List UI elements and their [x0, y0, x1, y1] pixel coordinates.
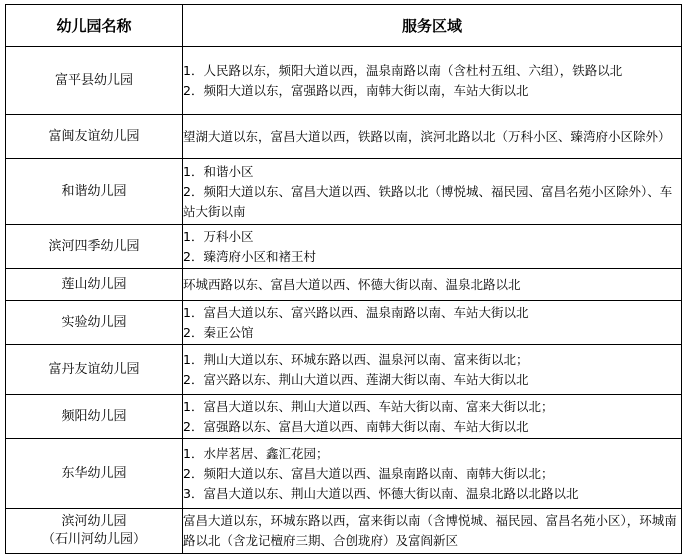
table-body: [6, 47, 682, 554]
table-row: [6, 301, 682, 345]
table-row: [6, 159, 682, 225]
kindergarten-name: 富平县幼儿园: [54, 72, 133, 88]
service-area-line: 望湖大道以东，富昌大道以西，铁路以南，滨河北路以北（万科小区、臻湾府小区除外）: [183, 128, 671, 144]
kindergarten-name-cell: [6, 439, 183, 509]
table-row: [6, 345, 682, 395]
service-area-line: 1．万科小区: [183, 228, 254, 244]
service-area-cell: [183, 301, 682, 345]
kindergarten-name-cell: [6, 269, 183, 301]
kindergarten-name-cell: [6, 301, 183, 345]
header-service-area: 服务区域: [183, 5, 682, 47]
service-area-line: 1．人民路以东，频阳大道以西，温泉南路以南（含杜村五组、六组），铁路以北: [183, 62, 623, 78]
kindergarten-name: 莲山幼儿园: [61, 276, 127, 292]
kindergarten-name: 和谐幼儿园: [61, 183, 127, 199]
kindergarten-name: 东华幼儿园: [61, 465, 127, 481]
kindergarten-name-cell: [6, 395, 183, 439]
table-row: [6, 47, 682, 115]
table-row: [6, 225, 682, 269]
service-area-cell: [183, 439, 682, 509]
header-row: [6, 5, 682, 47]
service-area-cell: [183, 115, 682, 159]
kindergarten-name: 滨河四季幼儿园: [48, 238, 140, 254]
table-row: [6, 395, 682, 439]
kindergarten-name-cell: [6, 345, 183, 395]
service-area-line: 2．富兴路以东、荆山大道以西、莲湖大街以南、车站大街以北: [183, 371, 529, 387]
service-area-line: 2．频阳大道以东、富昌大道以西、铁路以北（博悦城、福民园、富昌名苑小区除外）、车站大街以南: [183, 183, 673, 219]
kindergarten-service-area-table: [5, 4, 682, 554]
table-row: [6, 439, 682, 509]
service-area-cell: [183, 509, 682, 554]
kindergarten-name-cell: [6, 159, 183, 225]
service-area-line: 1．富昌大道以东、荆山大道以西、车站大街以南、富来大街以北；: [183, 398, 554, 414]
header-kindergarten-name: 幼儿园名称: [6, 5, 183, 47]
service-area-line: 2．秦正公馆: [183, 324, 254, 340]
service-area-line: 1．富昌大道以东、富兴路以西、温泉南路以南、车站大街以北: [183, 304, 529, 320]
service-area-line: 2．频阳大道以东，富强路以西，南韩大街以南，车站大街以北: [183, 82, 529, 98]
kindergarten-name: 富丹友谊幼儿园: [48, 361, 140, 377]
kindergarten-name-cell: [6, 509, 183, 554]
kindergarten-name: 滨河幼儿园: [61, 514, 127, 529]
service-area-cell: [183, 395, 682, 439]
service-area-line: 2．富强路以东、富昌大道以西、南韩大街以南、车站大街以北: [183, 418, 529, 434]
service-area-line: 1．和谐小区: [183, 163, 254, 179]
service-area-line: 1．水岸茗居、鑫汇花园；: [183, 445, 329, 461]
service-area-cell: [183, 345, 682, 395]
service-area-line: 环城西路以东、富昌大道以西、怀德大街以南、温泉北路以北: [183, 276, 521, 292]
service-area-line: 3．富昌大道以东、荆山大道以西、怀德大街以南、温泉北路以北路以北: [183, 485, 579, 501]
kindergarten-name: （石川河幼儿园）: [41, 532, 146, 547]
table-row: [6, 509, 682, 554]
service-area-line: 2．频阳大道以东、富昌大道以西、温泉南路以南、南韩大街以北；: [183, 465, 554, 481]
kindergarten-name-cell: [6, 115, 183, 159]
service-area-cell: [183, 159, 682, 225]
kindergarten-name-cell: [6, 47, 183, 115]
kindergarten-name: 富闽友谊幼儿园: [48, 128, 140, 144]
table-row: [6, 115, 682, 159]
service-area-cell: [183, 225, 682, 269]
service-area-cell: [183, 47, 682, 115]
kindergarten-name: 频阳幼儿园: [61, 408, 127, 424]
kindergarten-name-cell: [6, 225, 183, 269]
table-row: [6, 269, 682, 301]
service-area-line: 1．荆山大道以东、环城东路以西、温泉河以南、富来街以北；: [183, 351, 529, 367]
kindergarten-name: 实验幼儿园: [61, 314, 127, 330]
service-area-line: 富昌大道以东，环城东路以西，富来街以南（含博悦城、福民园、富昌名苑小区），环城南路以北（含龙记檀府三期、合创珑府）及富阎新区: [183, 513, 677, 548]
service-area-line: 2．臻湾府小区和褚王村: [183, 248, 316, 264]
service-area-cell: [183, 269, 682, 301]
